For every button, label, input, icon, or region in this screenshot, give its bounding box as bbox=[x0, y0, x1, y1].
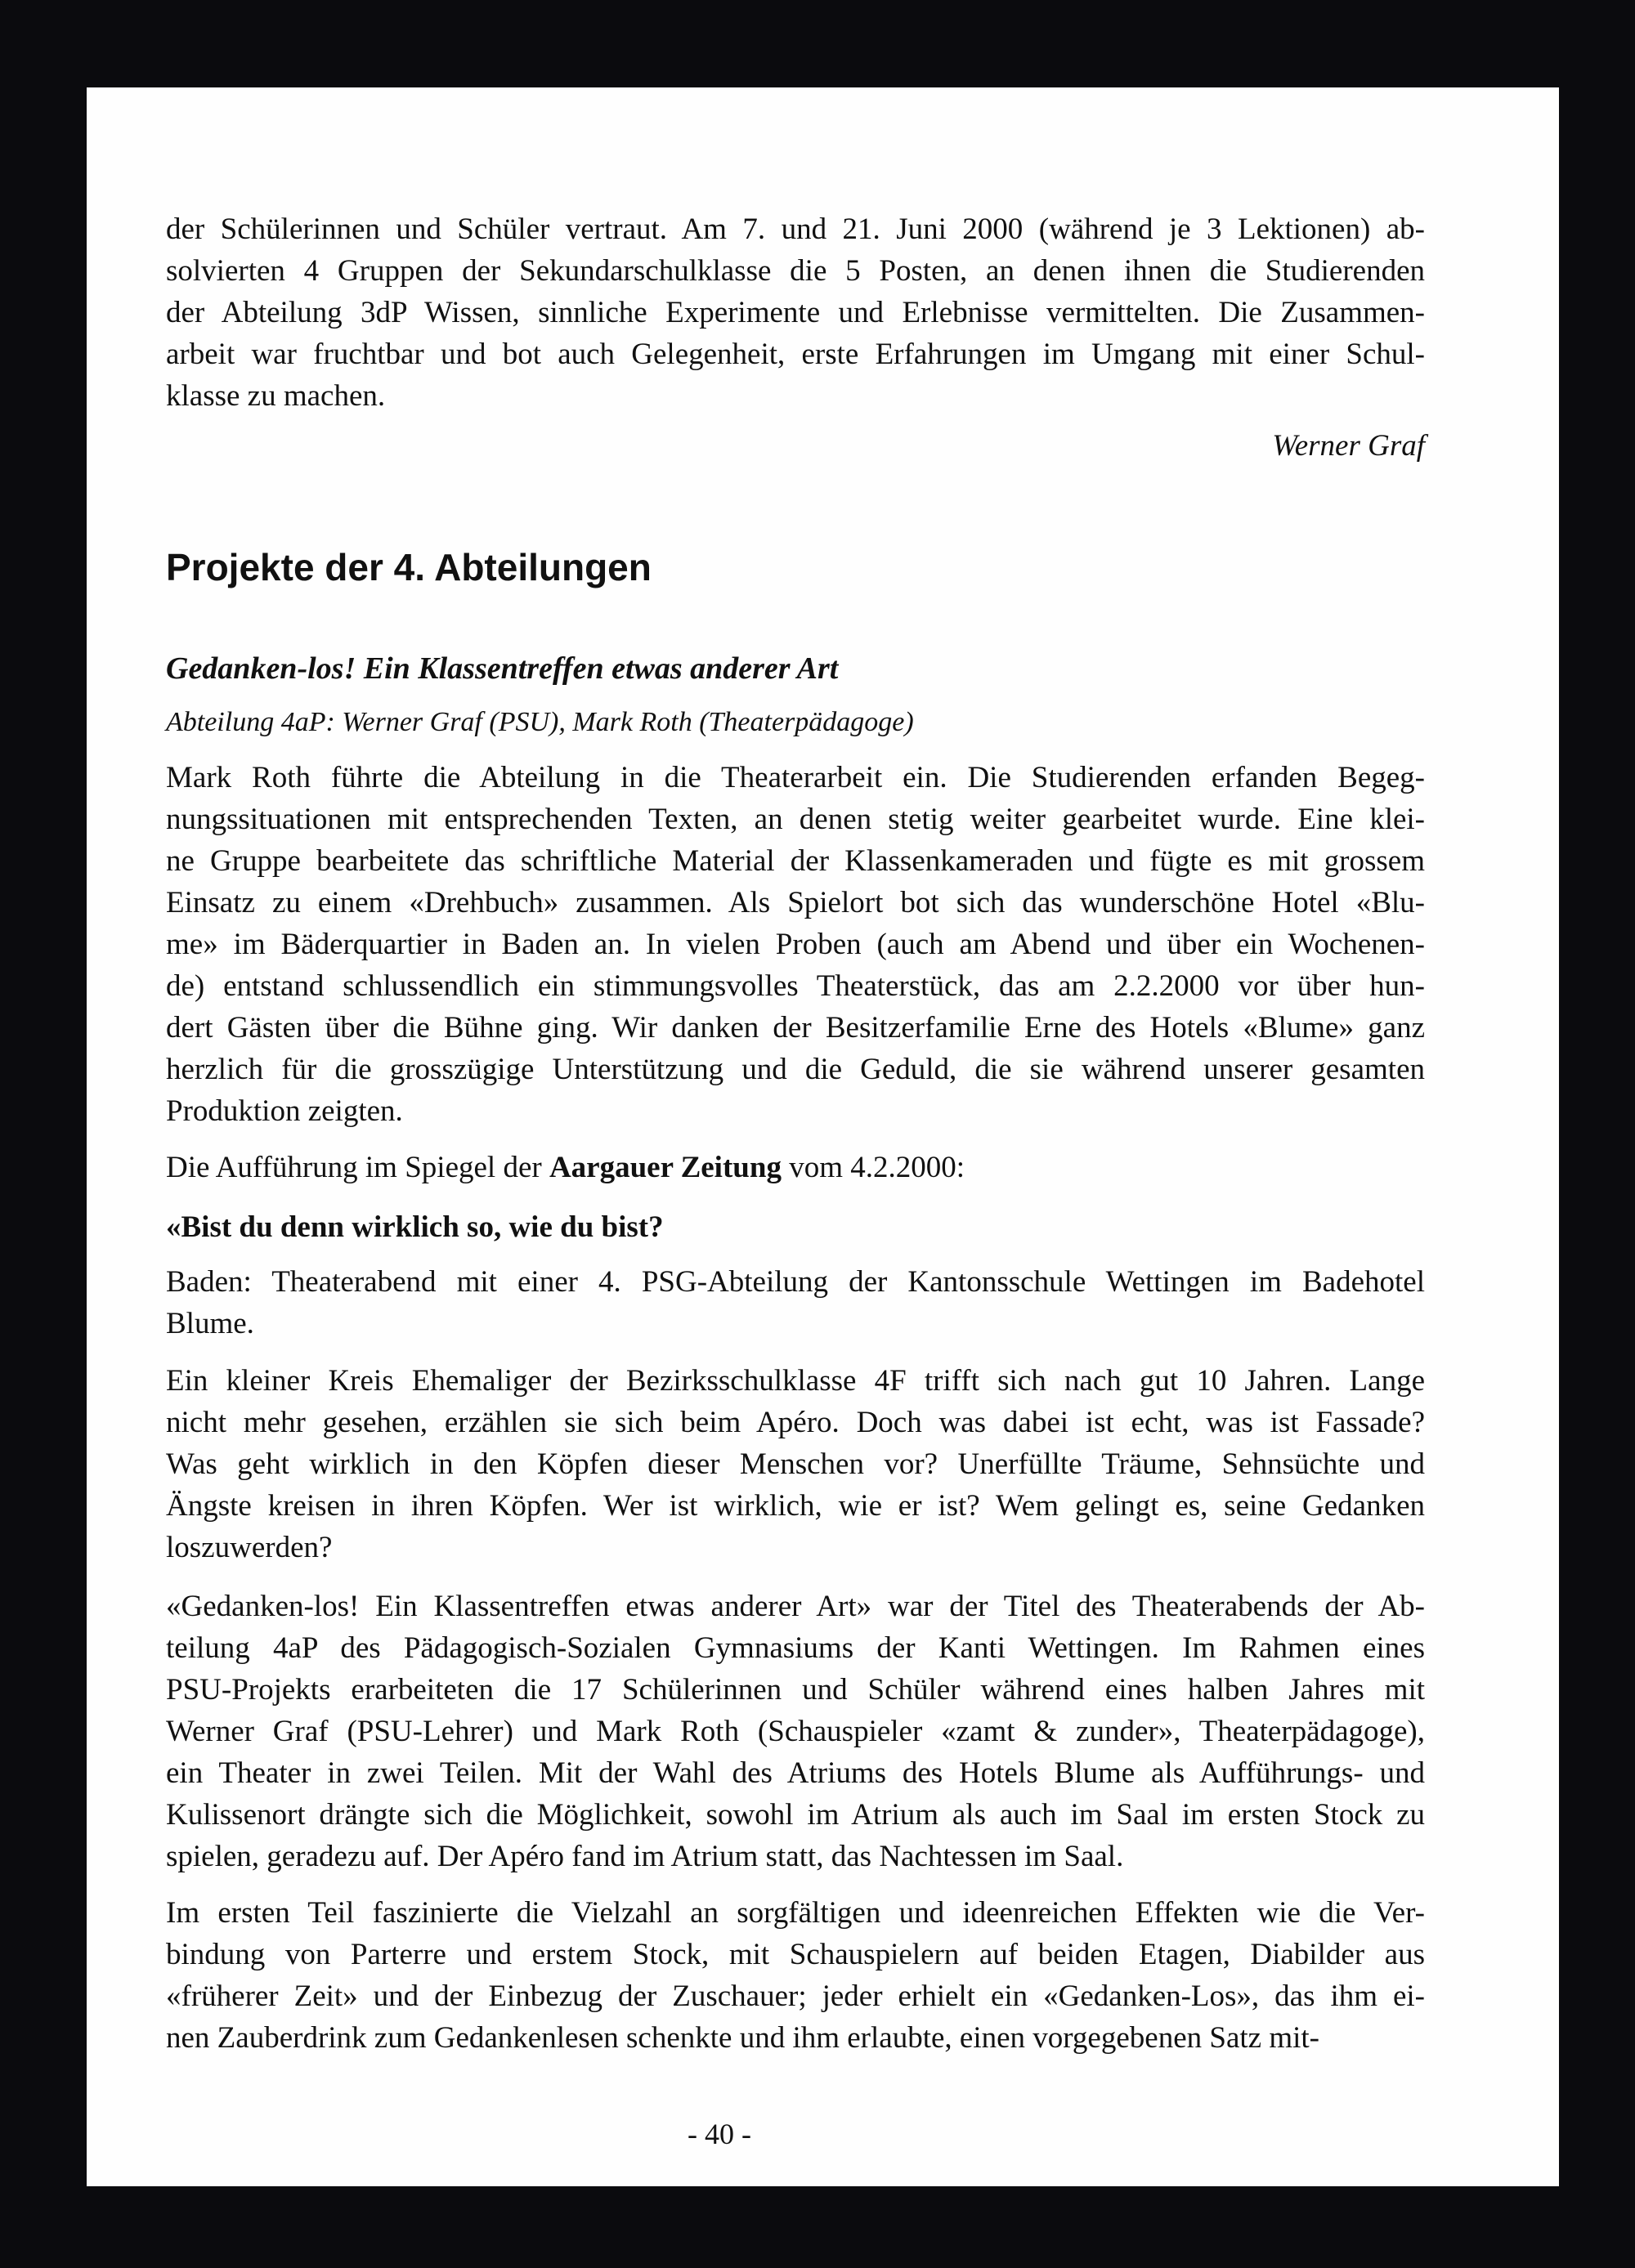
text-line: der Schülerinnen und Schüler vertraut. Am 7. und 21. Juni 2000 (während je 3 Lektionen) ab- bbox=[166, 212, 1425, 246]
text-line: Was geht wirklich in den Köpfen dieser Menschen vor? Unerfüllte Träume, Sehnsüchte und bbox=[166, 1447, 1425, 1481]
text-line: bindung von Parterre und erstem Stock, mit Schauspielern auf beiden Etagen, Diabilder aus bbox=[166, 1938, 1425, 1971]
text-line: Mark Roth führte die Abteilung in die Theaterarbeit ein. Die Studierenden erfanden Begeg- bbox=[166, 761, 1425, 794]
text-line: klasse zu machen. bbox=[166, 379, 386, 413]
text-line: Ein kleiner Kreis Ehemaliger der Bezirksschulklasse 4F trifft sich nach gut 10 Jahren. Lange bbox=[166, 1364, 1425, 1398]
press-paragraph-2 bbox=[166, 1586, 1425, 1877]
text-line: herzlich für die grosszügige Unterstützung und die Geduld, die sie während unserer gesamten bbox=[166, 1053, 1425, 1086]
text-line: nicht mehr gesehen, erzählen sie sich beim Apéro. Doch was dabei ist echt, was ist Fassade? bbox=[166, 1406, 1425, 1439]
project-byline: Abteilung 4aP: Werner Graf (PSU), Mark Roth (Theaterpädagoge) bbox=[166, 707, 914, 737]
press-paragraph-1 bbox=[166, 1360, 1425, 1568]
press-headline: «Bist du denn wirklich so, wie du bist? bbox=[166, 1210, 664, 1244]
text-line: nungssituationen mit entsprechenden Texten, an denen stetig weiter gearbeitet wurde. Eine klei- bbox=[166, 803, 1425, 836]
text-line: ne Gruppe bearbeitete das schriftliche Material der Klassenkameraden und fügte es mit grossem bbox=[166, 844, 1425, 878]
signature: Werner Graf bbox=[1272, 429, 1425, 463]
text-line: Ängste kreisen in ihren Köpfen. Wer ist wirklich, wie er ist? Wem gelingt es, seine Gedanken bbox=[166, 1489, 1425, 1523]
text-line: loszuwerden? bbox=[166, 1531, 333, 1564]
press-paragraph-3 bbox=[166, 1892, 1425, 2059]
press-lead bbox=[166, 1261, 1425, 1344]
text-line: der Abteilung 3dP Wissen, sinnliche Experimente und Erlebnisse vermittelten. Die Zusammen- bbox=[166, 296, 1425, 329]
text-line: dert Gästen über die Bühne ging. Wir danken der Besitzerfamilie Erne des Hotels «Blume» ganz bbox=[166, 1011, 1425, 1045]
text-line: nen Zauberdrink zum Gedankenlesen schenkte und ihm erlaubte, einen vorgegebenen Satz mit- bbox=[166, 2021, 1319, 2055]
text-line: Blume. bbox=[166, 1307, 254, 1340]
text-line: «früherer Zeit» und der Einbezug der Zuschauer; jeder erhielt ein «Gedanken-Los», das ihm ei- bbox=[166, 1979, 1425, 2013]
text-line: de) entstand schlussendlich ein stimmungsvolles Theaterstück, das am 2.2.2000 vor über hun- bbox=[166, 969, 1425, 1003]
page-number: - 40 - bbox=[688, 2118, 751, 2150]
text-line: teilung 4aP des Pädagogisch-Sozialen Gymnasiums der Kanti Wettingen. Im Rahmen eines bbox=[166, 1631, 1425, 1665]
press-intro-date: vom 4.2.2000: bbox=[781, 1151, 965, 1184]
text-line: Im ersten Teil faszinierte die Vielzahl an sorgfältigen und ideenreichen Effekten wie die Ver- bbox=[166, 1896, 1425, 1930]
text-line: solvierten 4 Gruppen der Sekundarschulklasse die 5 Posten, an denen ihnen die Studierenden bbox=[166, 254, 1425, 288]
text-line: Einsatz zu einem «Drehbuch» zusammen. Als Spielort bot sich das wunderschöne Hotel «Blu- bbox=[166, 886, 1425, 919]
press-intro-text: Die Aufführung im Spiegel der bbox=[166, 1151, 549, 1184]
text-line: Produktion zeigten. bbox=[166, 1094, 403, 1128]
text-line: Werner Graf (PSU-Lehrer) und Mark Roth (Schauspieler «zamt & zunder», Theaterpädagoge), bbox=[166, 1715, 1425, 1748]
text-line: ein Theater in zwei Teilen. Mit der Wahl des Atriums des Hotels Blume als Aufführungs- und bbox=[166, 1756, 1425, 1790]
text-line: «Gedanken-los! Ein Klassentreffen etwas anderer Art» war der Titel des Theaterabends der Ab- bbox=[166, 1590, 1425, 1623]
project-title: Gedanken-los! Ein Klassentreffen etwas anderer Art bbox=[166, 651, 839, 686]
section-heading: Projekte der 4. Abteilungen bbox=[166, 546, 652, 588]
newspaper-name: Aargauer Zeitung bbox=[549, 1151, 782, 1184]
text-line: spielen, geradezu auf. Der Apéro fand im Atrium statt, das Nachtessen im Saal. bbox=[166, 1840, 1124, 1873]
text-line: Baden: Theaterabend mit einer 4. PSG-Abteilung der Kantonsschule Wettingen im Badehotel bbox=[166, 1265, 1425, 1299]
text-line: arbeit war fruchtbar und bot auch Gelegenheit, erste Erfahrungen im Umgang mit einer Schul- bbox=[166, 338, 1425, 371]
paragraph-description bbox=[166, 757, 1425, 1132]
text-line: Kulissenort drängte sich die Möglichkeit, sowohl im Atrium als auch im Saal im ersten Stock zu bbox=[166, 1798, 1425, 1832]
paragraph-intro bbox=[166, 208, 1425, 417]
text-line: PSU-Projekts erarbeiteten die 17 Schülerinnen und Schüler während eines halben Jahres mit bbox=[166, 1673, 1425, 1707]
text-line: me» im Bäderquartier in Baden an. In vielen Proben (auch am Abend und über ein Wochenen- bbox=[166, 928, 1425, 961]
press-intro bbox=[166, 1147, 1425, 1188]
